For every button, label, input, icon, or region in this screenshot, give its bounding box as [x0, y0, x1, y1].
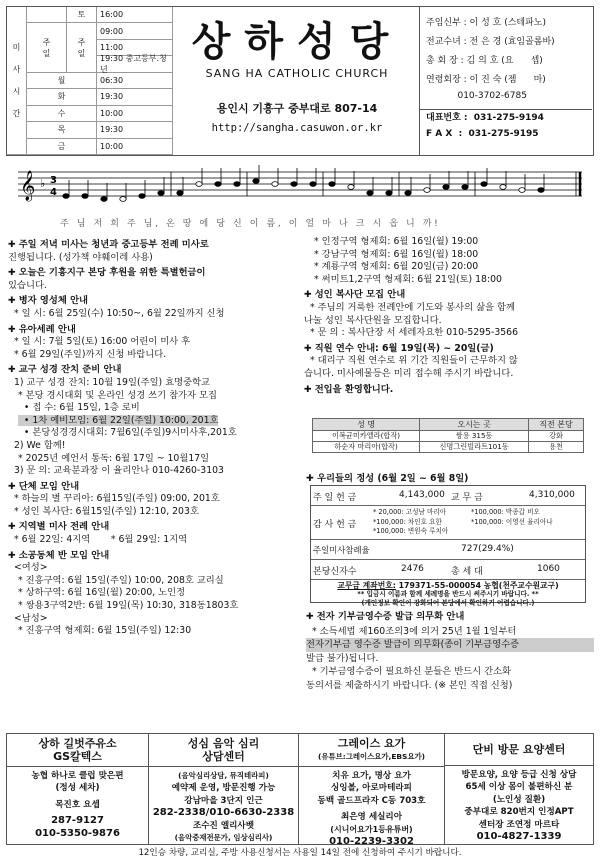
weekday-3: 목: [27, 122, 97, 138]
day-sat: 토: [67, 7, 97, 23]
offering-heading-text: 우리들의 정성 (6월 2일 ~ 6월 8일): [317, 473, 469, 484]
attendance-value: 727(29.4%): [461, 544, 514, 554]
mass-times-label-char: 간: [12, 108, 21, 118]
ad-body-line: 강남마을 3단지 인근: [184, 795, 263, 806]
notice-line: 습니다. 미사예물등은 미리 접수해 주시기 바랍니다.: [304, 367, 514, 379]
notice-heading: ✚ 단체 모임 안내: [8, 481, 300, 494]
ad-body-line: 010-4827-1339: [476, 831, 562, 843]
welcome-cell: 용천: [529, 442, 584, 453]
mass-times-label: [7, 7, 27, 155]
weekend-blank: [27, 7, 67, 23]
notice-line: * 성인 복사단: 6월15일(주일) 12:10, 203호: [14, 505, 199, 517]
ad-card: [445, 734, 593, 844]
note-head: [424, 188, 430, 193]
ad-body-line: 예약제 운영, 방문진행 가능: [171, 783, 276, 794]
ad-body-line: (음악중재전문가, 임상심리사): [174, 833, 273, 843]
ad-title: [149, 734, 298, 767]
note-head: [196, 182, 202, 187]
welcome-table: [312, 418, 584, 453]
ad-body-line: (시니어요가1등유튜버): [330, 824, 413, 834]
ad-title-line: 성심 음악 심리: [187, 737, 260, 750]
account-number: 179371-55-000054 농협(천주교수원교구): [395, 581, 559, 590]
offering-heading: ✚ 우리들의 정성 (6월 2일 ~ 6월 8일): [306, 473, 469, 484]
welcome-header-cell: 성 명: [313, 419, 420, 431]
table-row: [313, 442, 584, 453]
welcome-header-cell: 오시는 곳: [420, 419, 529, 431]
donor-line: *100,000: 차인호 요한: [373, 517, 442, 526]
ad-body-line: 싱잉볼, 아로마테라피: [331, 783, 412, 794]
notice-line: <남성>: [14, 612, 48, 624]
flat-icon: ♭: [40, 177, 46, 190]
note-head: [253, 179, 259, 184]
notice-line: 3) 문 의: 교육분과장 이 율리안나 010-4260-3103: [14, 465, 224, 477]
ad-body-line: 282-2338/010-6630-2338: [152, 807, 295, 819]
ad-body-line: 치유 요가, 명상 요가: [332, 771, 411, 781]
notice-line: 1) 교구 성경 잔치: 10월 19일(주일) 효명중학교: [14, 376, 211, 388]
notice-heading: ✚ 전입을 환영합니다.: [304, 384, 594, 397]
attendance-label: 주일미사참례율: [313, 545, 370, 555]
staff-contacts: [419, 7, 593, 155]
ad-title: [299, 734, 444, 767]
note-head: [215, 182, 221, 187]
account-note-2: (개인정보 확인이 강화되어 본당에서 확인하기 어렵습니다.): [361, 599, 535, 607]
notice-line: * 문 의 : 복사단장 서 세레자요한 010-5295-3566: [310, 327, 519, 339]
ad-body: [7, 767, 148, 840]
notice-line: * 쌍용3구역2반: 6월 19일(목) 10:30, 318동1803호: [18, 600, 239, 612]
donor-line: * 20,000: 고성남 마리아: [373, 508, 447, 516]
ad-body-line: 중부대로 820번지 인정APT: [464, 807, 574, 818]
weekday-time-2: 10:00: [97, 106, 173, 122]
ad-body-line: 최은영 세실리아: [340, 812, 403, 823]
church-english-name: SANG HA CATHOLIC CHURCH: [205, 67, 389, 80]
church-name: 상하성당: [191, 19, 403, 65]
receipt-line-4: * 기부금영수증이 필요하신 분들은 반드시 간소화: [312, 666, 512, 677]
members-value: 2476: [401, 564, 424, 574]
weekday-time-0: 06:30: [97, 73, 173, 89]
ad-card: [7, 734, 149, 844]
staff-line: 010-3702-6785: [426, 91, 527, 101]
treble-clef-icon: 𝄞: [20, 171, 36, 201]
notice-line: * 상하구역: 6월 16일(월) 20:00, 노인정: [18, 587, 186, 599]
offering-box: [310, 485, 586, 607]
note-head: [519, 188, 525, 193]
church-title-block: [179, 11, 415, 151]
notice-line: * 하늘의 별 꾸리아: 6월15일(주일) 09:00, 201호: [14, 493, 220, 505]
notice-heading: ✚ 유아세례 안내: [8, 324, 300, 337]
notice-line: * 인정구역 형제회: 6월 16일(월) 19:00: [314, 236, 479, 247]
thanks-offering-donors-right: [471, 508, 553, 527]
mass-times-table: [7, 7, 173, 155]
ad-body-line: 목진호 요셉: [55, 799, 100, 810]
notice-line: * 6월 22일: 4지역 * 6월 29일: 1지역: [14, 534, 188, 546]
note-head: [500, 185, 506, 190]
notice-line: 진행됩니다. (성가책 야훼이레 사용): [8, 251, 153, 263]
notice-line: * 일 시: 6월 25일(수) 10:50~, 6월 22일까지 신청: [14, 307, 225, 319]
note-head: [367, 191, 373, 196]
notice-line: 2) We 함께!: [14, 439, 66, 451]
note-head: [82, 194, 88, 199]
notice-heading: ✚ 병자 영성체 안내: [8, 295, 300, 308]
notice-line: 있습니다.: [8, 279, 47, 291]
notice-line: 나눌 성인 복사단원을 모집합니다.: [304, 314, 442, 326]
weekday-time-3: 19:30: [97, 122, 173, 138]
notice-line: • 접 수: 6월 15일, 1층 로비: [18, 402, 140, 414]
receipt-heading: ✚ 전자 기부금영수증 발급 의무화 안내: [306, 610, 594, 625]
households-label: 총 세 대: [451, 567, 483, 577]
receipt-line-5: 동의서를 제출하시기 바랍니다. (※ 본인 직접 신청): [306, 679, 513, 691]
welcome-cell: 이복균미카엘라(합작): [313, 431, 420, 442]
note-head: [139, 194, 145, 199]
notice-line: * 6월 29일(주일)까지 신청 바랍니다.: [14, 348, 167, 360]
weekday-time-4: 10:00: [97, 139, 173, 155]
mass-times-label-char: 미: [12, 42, 21, 52]
church-url[interactable]: http://sangha.casuwon.or.kr: [211, 122, 383, 134]
notice-line: * 계룡구역 형제회: 6월 20일(금) 20:00: [314, 261, 479, 273]
notice-line: * 주님의 거룩한 전례안에 기도와 봉사의 삶을 함께: [310, 301, 515, 313]
ad-card: [299, 734, 445, 848]
offering-row-members: [311, 560, 585, 580]
ad-body: [445, 766, 593, 843]
welcome-cell: 쌍용 315동: [420, 431, 529, 442]
note-head: [405, 191, 411, 196]
donor-line: *100,000: 박종갑 비오: [471, 508, 540, 516]
weekday-time-1: 19:30: [97, 89, 173, 105]
sunday-offering-value: 4,143,000: [399, 490, 445, 500]
highlighted-line: • 1차 예비모임: 6월 22일(주일) 10:00, 201호: [18, 414, 219, 426]
notice-heading: ✚ 주일 저녁 미사는 청년과 중고등부 전례 미사로: [8, 239, 300, 252]
church-address: 용인시 기흥구 중부대로 807-14: [216, 102, 378, 115]
tithe-value: 4,310,000: [529, 490, 575, 500]
sunday-day: 주 일: [67, 23, 97, 72]
account-info: [311, 581, 585, 608]
offering-row-sunday: [311, 486, 585, 506]
ad-body-line: 센터장 조연정 마르타: [478, 819, 560, 830]
ad-body-line: 010-2239-3302: [329, 836, 414, 848]
account-note-1: ** 입금시 이름과 함께 세례명을 반드시 써주시기 바랍니다. **: [357, 590, 539, 598]
welcome-table-header: [313, 419, 584, 431]
note-head: [101, 197, 107, 202]
ad-title-line: 단비 방문 요양센터: [472, 743, 566, 756]
note-head: [291, 182, 297, 187]
hymn-lyrics: 주 님 저 희 주 님, 온 땅 에 당 신 이 름, 이 얼 마 나 크 시 옵 니 까!: [60, 219, 441, 229]
ad-body-line: 방문요양, 요양 등급 신청 상담: [461, 770, 577, 780]
weekday-2: 수: [27, 106, 97, 122]
ads-box: [6, 733, 594, 848]
time-sig-bottom: 4: [50, 187, 57, 198]
time-sunday: 11:00: [97, 40, 173, 56]
music-staff: [6, 160, 594, 218]
ad-body-line: (음악심리상담, 뮤직테라피): [178, 771, 269, 780]
offering-row-attendance: [311, 540, 585, 560]
notice-heading: ✚ 지역별 미사 전례 안내: [8, 521, 300, 534]
ad-body-line: (노인성 질환): [492, 794, 546, 805]
sunday-label: [27, 23, 67, 72]
note-head: [310, 182, 316, 187]
notice-heading: ✚ 성인 복사단 모집 안내: [304, 289, 594, 302]
ad-title-line: (유튜브:그레이스요가,EBS요가): [317, 752, 426, 761]
ad-title: [445, 734, 593, 766]
tithe-label: 교 무 금: [451, 493, 483, 503]
mass-times-label-char: 시: [12, 86, 21, 96]
sunday-offering-label: 주 일 헌 금: [313, 493, 357, 503]
staff-line: F A X : 031-275-9195: [426, 129, 539, 139]
notice-line: [8, 415, 300, 428]
ad-title-line: 상하 길벗주유소: [38, 737, 117, 750]
ad-body-line: (정성 세차): [55, 783, 100, 794]
ad-body: [299, 767, 444, 848]
note-head: [272, 182, 278, 187]
receipt-line-3: 발급 불가)됩니다.: [306, 652, 379, 664]
ad-body-line: 287-9127: [51, 815, 104, 827]
notice-line: * 2025년 예언서 통독: 6월 17일 ~ 10월17일: [18, 452, 210, 464]
note-head: [481, 182, 487, 187]
notice-heading: ✚ 오늘은 기흥지구 본당 후원을 위한 특별헌금이: [8, 267, 300, 280]
note-head: [538, 188, 544, 193]
sunday-label-char: 일: [42, 48, 51, 58]
notice-heading: ✚ 교구 성경 잔치 준비 안내: [8, 364, 300, 377]
welcome-cell: 하순자 마리아(합작): [313, 442, 420, 453]
ad-body-line: 010-5350-9876: [35, 827, 120, 839]
notice-heading: ✚ 소공동체 반 모임 안내: [8, 550, 300, 563]
time-sunday: 19:30 중고등부.청년: [97, 56, 173, 72]
thanks-offering-label: 감 사 헌 금: [313, 520, 357, 530]
ad-body-line: 농협 하나로 클럽 맞은편: [31, 771, 124, 781]
note-head: [348, 185, 354, 190]
welcome-header-cell: 직전 본당: [529, 419, 584, 431]
ad-body-line: 65세 이상 몸이 불편하신 분: [465, 782, 573, 793]
welcome-cell: 신명그린빌라트101동: [420, 442, 529, 453]
notice-line: • 본당성경경시대회: 7월6일(주일)9시미사후,201호: [18, 427, 237, 439]
time-sig-top: 3: [50, 175, 57, 186]
donor-line: *100,000: 변원숙 루치아: [373, 527, 449, 536]
time-sunday: 09:00: [97, 23, 173, 39]
note-head: [462, 185, 468, 190]
note-head: [234, 182, 240, 187]
receipt-line-2: 전자기부금 영수증 발급이 의무화(종이 기부금영수증: [306, 638, 594, 652]
staff-line: 대표번호 : 031-275-9194: [426, 113, 544, 123]
donor-line: *100,000: 이영선 율리아나: [471, 517, 553, 526]
note-head: [177, 191, 183, 196]
thanks-offering-donors-left: [373, 508, 448, 537]
bulletin-header: [6, 6, 594, 156]
staff-line: 연령회장 : 이 진 숙 (젬 마): [426, 75, 546, 85]
welcome-cell: 강화: [529, 431, 584, 442]
notice-line: * 본당 경시대회 및 온라인 성경 쓰기 참가자 모집: [18, 389, 217, 401]
ad-title-line: GS칼텍스: [53, 750, 102, 763]
notice-line: * 써미트1,2구역 형제회: 6월 21일(토) 18:00: [314, 273, 502, 285]
weekday-0: 월: [27, 73, 97, 89]
notice-line: * 진흥구역 형제회: 6월 15일(주일) 12:30: [18, 625, 192, 637]
donation-receipt-notice: [306, 610, 594, 692]
ad-title-line: 상담센터: [202, 750, 245, 763]
staff-line: 주임신부 : 이 성 호 (스테파노): [426, 18, 546, 28]
staff-line: 전교수녀 : 전 은 경 (효임골롬바): [426, 37, 555, 47]
mass-times-label-char: 사: [12, 64, 21, 74]
ad-body-line: 동백 골드프라자 C동 703호: [317, 795, 426, 806]
households-value: 1060: [537, 564, 560, 574]
sunday-label-char: 주: [42, 37, 51, 47]
notice-line: * 대리구 직원 연수로 위 기간 직원들이 근무하지 않: [310, 355, 518, 367]
ad-title: [7, 734, 148, 767]
members-label: 본당신자수: [313, 567, 357, 577]
note-head: [329, 182, 335, 187]
notices-right-column: [304, 236, 594, 396]
table-row: [313, 431, 584, 442]
receipt-line-1: * 소득세법 제160조의3에 의거 25년 1월 1일부터: [312, 625, 517, 637]
weekday-4: 금: [27, 139, 97, 155]
notice-line: * 진흥구역: 6월 15일(주일) 10:00, 208호 교리실: [18, 574, 224, 586]
staff-line: 총 회 장 : 김 의 호 (요 셉): [426, 56, 543, 66]
ad-body-line: 조수진 엘리사벳: [192, 820, 255, 831]
footer-note: 12인승 차량, 교리실, 주방 사용신청서는 사용일 14일 전에 신청하여 주시기 바랍니다.: [138, 848, 462, 858]
ad-title-line: 그레이스 요가: [337, 737, 406, 750]
notice-line: * 강남구역 형제회: 6월 16일(월) 18:00: [314, 248, 479, 260]
note-head: [443, 185, 449, 190]
notice-line: * 일 시: 7월 5일(토) 16:00 어린이 미사 후: [14, 336, 191, 348]
note-head: [158, 191, 164, 196]
time-sat: 16:00: [97, 7, 173, 23]
offering-row-thanks: [311, 506, 585, 540]
note-head: [120, 197, 126, 202]
ad-body: [149, 767, 298, 844]
note-head: [386, 191, 392, 196]
notice-heading: ✚ 직원 연수 안내: 6월 19일(목) ~ 20일(금): [304, 343, 594, 356]
ad-card: [149, 734, 299, 844]
note-head: [63, 194, 69, 199]
notices-left-column: [8, 236, 300, 638]
notice-line: <여성>: [14, 562, 48, 574]
account-label: 교무금 계좌번호:: [337, 581, 396, 590]
weekday-1: 화: [27, 89, 97, 105]
